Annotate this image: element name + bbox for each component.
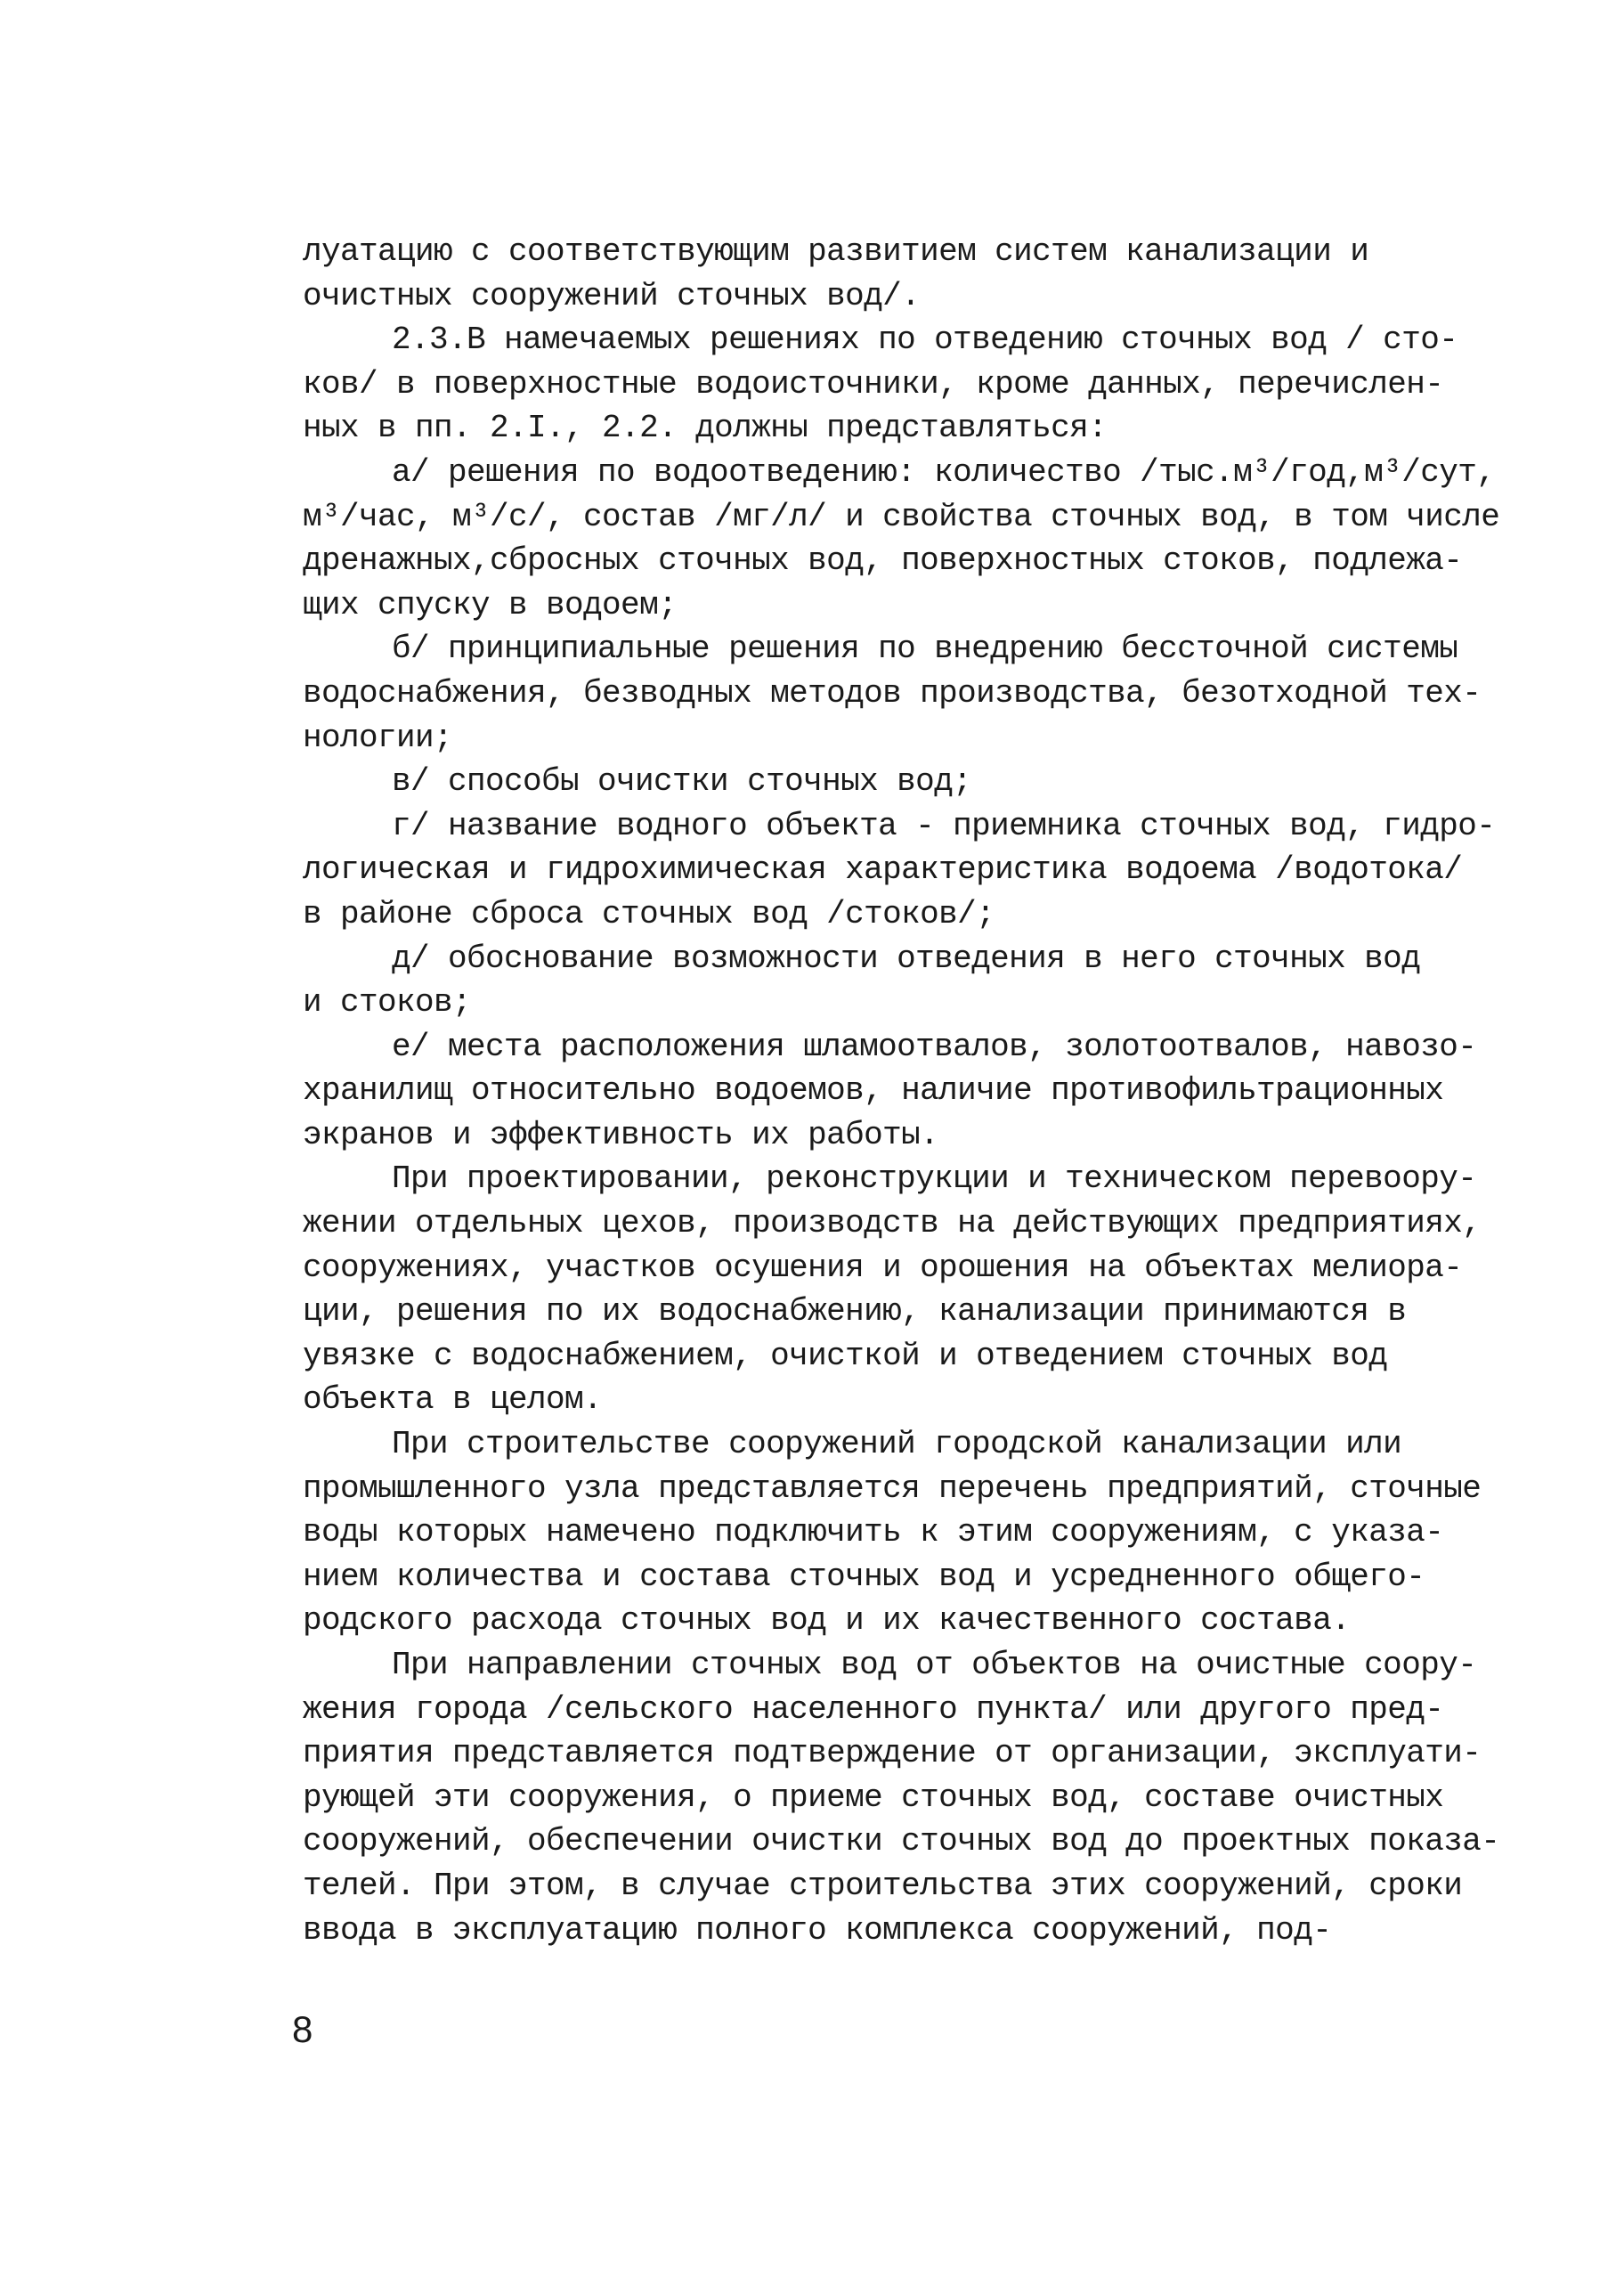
document-body [303,230,1500,1952]
text-line: При строительстве сооружений городской канализации или [392,1426,1402,1463]
text-line: щих спуску в водоем; [303,586,678,623]
text-line: объекта в целом. [303,1381,603,1419]
text-line: д/ обоснование возможности отведения в него сточных вод [392,940,1421,977]
text-line: нологии; [303,719,453,756]
text-line: в районе сброса сточных вод /стоков/; [303,895,995,932]
text-line: жения города /сельского населенного пункта/ или другого пред- [303,1690,1444,1728]
text-line: ков/ в поверхностные водоисточники, кроме данных, перечислен- [303,365,1444,403]
text-line: очистных сооружений сточных вод/. [303,277,921,314]
text-line: хранилищ относительно водоемов, наличие противофильтрационных [303,1072,1444,1110]
text-line: рующей эти сооружения, о приеме сточных вод, составе очистных [303,1778,1444,1816]
text-line: луатацию с соответствующим развитием систем канализации и [303,233,1369,270]
text-line: При проектировании, реконструкции и техническом перевоору- [392,1160,1477,1198]
text-line: увязке с водоснабжением, очисткой и отведением сточных вод [303,1337,1388,1374]
text-line: жении отдельных цехов, производств на действующих предприятиях, [303,1205,1482,1242]
text-line: промышленного узла представляется перечень предприятий, сточные [303,1469,1482,1507]
text-line: При направлении сточных вод от объектов на очистные соору- [392,1647,1477,1683]
text-line: дренажных,сбросных сточных вод, поверхностных стоков, подлежа- [303,542,1463,580]
text-line: телей. При этом, в случае строительства этих сооружений, сроки [303,1867,1463,1904]
text-line: экранов и эффективность их работы. [303,1116,939,1153]
text-line: сооружений, обеспечении очистки сточных вод до проектных показа- [303,1823,1500,1860]
text-line: родского расхода сточных вод и их качественного состава. [303,1602,1351,1640]
text-line: ции, решения по их водоснабжению, канализации принимаются в [303,1293,1407,1331]
text-line: 2.3.В намечаемых решениях по отведению сточных вод / сто- [392,322,1458,359]
text-line: ных в пп. 2.I., 2.2. должны представляться: [303,410,1108,447]
text-line: е/ места расположения шламоотвалов, золотоотвалов, навозо- [392,1028,1477,1065]
text-line: нием количества и состава сточных вод и усредненного общего- [303,1558,1425,1595]
text-line: водоснабжения, безводных методов производства, безотходной тех- [303,674,1482,712]
text-line: б/ принципиальные решения по внедрению бессточной системы [392,631,1458,668]
page-number: 8 [292,2008,313,2050]
text-line: и стоков; [303,984,472,1021]
text-line: сооружениях, участков осушения и орошения на объектах мелиора- [303,1249,1463,1286]
text-line: г/ название водного объекта - приемника сточных вод, гидро- [392,807,1496,844]
text-line: логическая и гидрохимическая характеристика водоема /водотока/ [303,851,1463,889]
text-line: ввода в эксплуатацию полного комплекса сооружений, под- [303,1911,1332,1949]
text-line: м³/час, м³/с/, состав /мг/л/ и свойства сточных вод, в том числе [303,498,1500,535]
text-line: в/ способы очистки сточных вод; [392,763,972,801]
text-line: воды которых намечено подключить к этим сооружениям, с указа- [303,1514,1444,1551]
text-line: а/ решения по водоотведению: количество /тыс.м³/год,м³/сут, [392,453,1496,491]
text-line: приятия представляется подтверждение от организации, эксплуати- [303,1735,1482,1772]
